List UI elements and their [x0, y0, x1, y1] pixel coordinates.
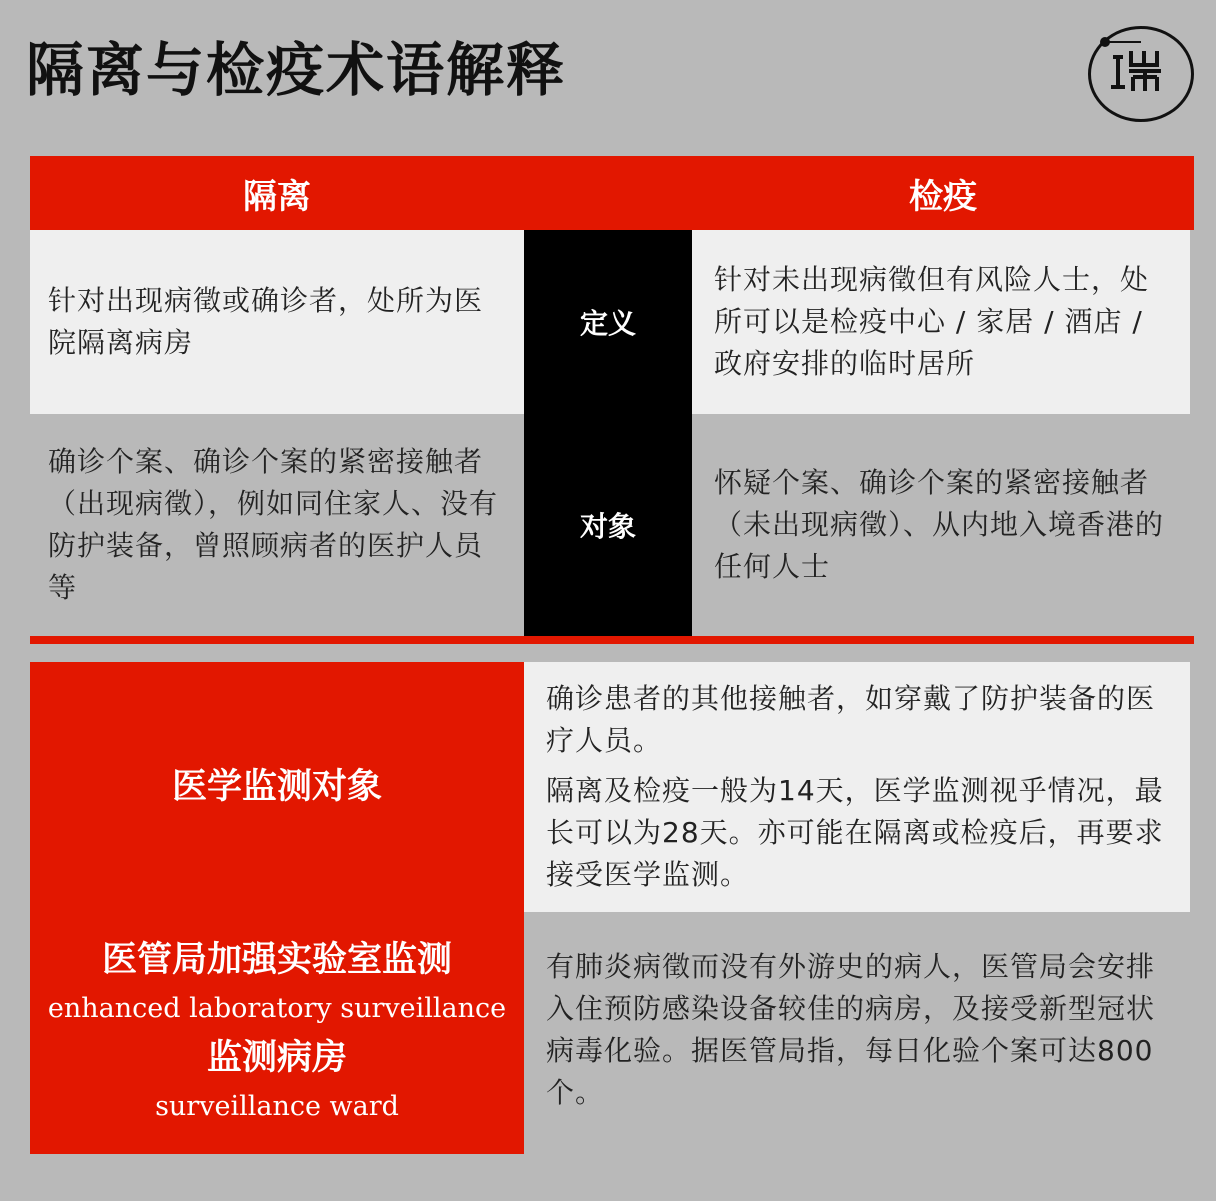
header-isolation: 隔离 [30, 156, 524, 230]
medical-surveillance-cell [524, 662, 1190, 912]
target-quarantine-text: 怀疑个案、确诊个案的紧密接触者（未出现病徵）、从内地入境香港的任何人士 [714, 466, 1165, 583]
row-label-definition: 定义 [524, 230, 692, 414]
surveillance-ward-title-zh: 监测病房 [206, 1037, 347, 1078]
medical-surveillance-text-2: 隔离及检疫一般为14天，医学监测视乎情况，最长可以为28天。亦可能在隔离或检疫后，再要求接受医学监测。 [546, 774, 1164, 891]
lab-surveillance-cell [524, 934, 1190, 1134]
medical-surveillance-title: 医学监测对象 [171, 766, 382, 807]
target-isolation-text: 确诊个案、确诊个案的紧密接触者（出现病徵），例如同住家人、没有防护装备，曾照顾病者的医护人员等 [48, 445, 499, 604]
definition-quarantine-cell [692, 230, 1190, 414]
medical-surveillance-label [30, 662, 524, 912]
surveillance-ward-title-en: surveillance ward [155, 1091, 399, 1122]
definition-isolation-text: 针对出现病徵或确诊者，处所为医院隔离病房 [48, 284, 484, 359]
header-quarantine: 检疫 [692, 156, 1194, 230]
initium-logo-icon [1088, 26, 1194, 122]
lab-surveillance-title-en: enhanced laboratory surveillance [47, 993, 507, 1024]
header-spacer [524, 156, 692, 230]
section-divider [30, 636, 1194, 644]
lab-surveillance-text: 有肺炎病徵而没有外游史的病人，医管局会安排入住预防感染设备较佳的病房，及接受新型冠状病毒化验。据医管局指，每日化验个案可达800个。 [546, 950, 1156, 1109]
row-label-target: 对象 [524, 414, 692, 636]
definition-isolation-cell [30, 230, 524, 414]
page-title: 隔离与检疫术语解释 [26, 36, 567, 104]
target-quarantine-cell [692, 414, 1190, 636]
lab-surveillance-title-zh: 医管局加强实验室监测 [101, 939, 452, 980]
target-isolation-cell [30, 414, 524, 636]
lab-surveillance-label [30, 912, 524, 1154]
definition-quarantine-text: 针对未出现病徵但有风险人士，处所可以是检疫中心 / 家居 / 酒店 / 政府安排的临时居所 [714, 263, 1150, 380]
medical-surveillance-text-1: 确诊患者的其他接触者，如穿戴了防护装备的医疗人员。 [546, 682, 1156, 757]
